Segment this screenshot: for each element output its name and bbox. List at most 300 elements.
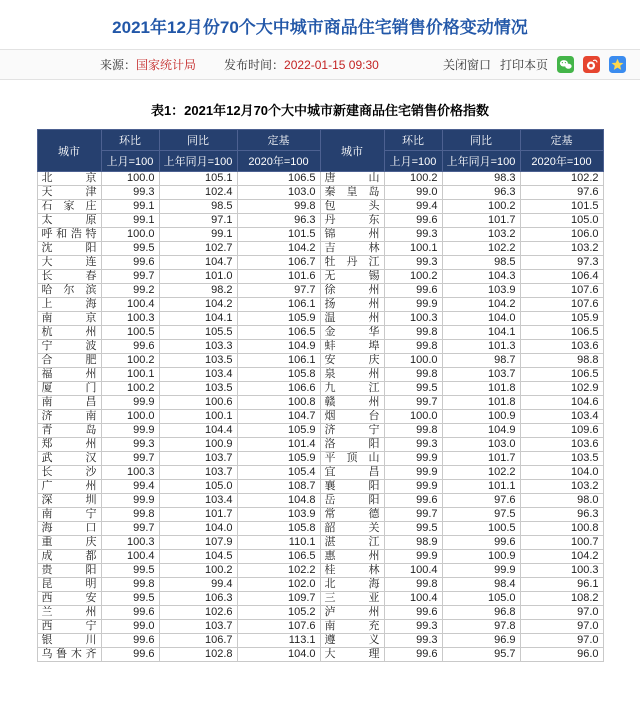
value-cell: 106.1 xyxy=(237,298,320,312)
value-cell: 100.0 xyxy=(101,410,159,424)
value-cell: 100.3 xyxy=(384,312,442,326)
value-cell: 99.1 xyxy=(101,200,159,214)
value-cell: 103.2 xyxy=(520,242,603,256)
value-cell: 103.2 xyxy=(520,480,603,494)
value-cell: 100.9 xyxy=(442,410,520,424)
value-cell: 106.0 xyxy=(520,228,603,242)
value-cell: 96.3 xyxy=(442,186,520,200)
city-cell: 成都 xyxy=(37,550,101,564)
value-cell: 96.0 xyxy=(520,648,603,662)
value-cell: 101.4 xyxy=(237,438,320,452)
value-cell: 100.2 xyxy=(384,270,442,284)
city-cell: 北京 xyxy=(37,172,101,186)
value-cell: 104.2 xyxy=(159,298,237,312)
table-row xyxy=(37,606,603,620)
city-cell: 长春 xyxy=(37,270,101,284)
value-cell: 99.3 xyxy=(101,186,159,200)
value-cell: 97.0 xyxy=(520,606,603,620)
value-cell: 103.7 xyxy=(159,620,237,634)
city-cell: 兰州 xyxy=(37,606,101,620)
value-cell: 97.6 xyxy=(520,186,603,200)
value-cell: 99.3 xyxy=(384,438,442,452)
print-page-link[interactable]: 打印本页 xyxy=(499,58,548,72)
table-row xyxy=(37,298,603,312)
value-cell: 99.3 xyxy=(384,256,442,270)
value-cell: 97.3 xyxy=(520,256,603,270)
value-cell: 104.7 xyxy=(237,410,320,424)
value-cell: 100.6 xyxy=(159,396,237,410)
value-cell: 104.6 xyxy=(520,396,603,410)
value-cell: 106.7 xyxy=(159,634,237,648)
value-cell: 103.6 xyxy=(520,438,603,452)
value-cell: 106.5 xyxy=(237,550,320,564)
subheader-fixed-right: 2020年=100 xyxy=(520,151,603,172)
value-cell: 105.8 xyxy=(237,368,320,382)
city-cell: 沈阳 xyxy=(37,242,101,256)
city-cell: 海口 xyxy=(37,522,101,536)
table-row xyxy=(37,648,603,662)
city-cell: 大理 xyxy=(320,648,384,662)
city-cell: 西宁 xyxy=(37,620,101,634)
value-cell: 106.7 xyxy=(237,256,320,270)
city-cell: 青岛 xyxy=(37,424,101,438)
value-cell: 106.3 xyxy=(159,592,237,606)
value-cell: 98.9 xyxy=(384,536,442,550)
value-cell: 105.0 xyxy=(520,214,603,228)
value-cell: 105.4 xyxy=(237,466,320,480)
value-cell: 104.2 xyxy=(520,550,603,564)
value-cell: 99.5 xyxy=(101,592,159,606)
table-body xyxy=(37,172,603,662)
table-row xyxy=(37,256,603,270)
value-cell: 103.4 xyxy=(520,410,603,424)
value-cell: 102.6 xyxy=(159,606,237,620)
city-cell: 太原 xyxy=(37,214,101,228)
table-row xyxy=(37,578,603,592)
city-cell: 安庆 xyxy=(320,354,384,368)
city-cell: 武汉 xyxy=(37,452,101,466)
value-cell: 100.4 xyxy=(101,550,159,564)
table-row xyxy=(37,452,603,466)
city-cell: 深圳 xyxy=(37,494,101,508)
value-cell: 106.5 xyxy=(237,172,320,186)
value-cell: 99.3 xyxy=(101,438,159,452)
value-cell: 99.6 xyxy=(101,606,159,620)
col-header-fixed-right: 定基 xyxy=(520,130,603,151)
value-cell: 103.0 xyxy=(442,438,520,452)
value-cell: 99.9 xyxy=(384,452,442,466)
value-cell: 100.1 xyxy=(384,242,442,256)
value-cell: 99.8 xyxy=(384,340,442,354)
value-cell: 96.3 xyxy=(520,508,603,522)
value-cell: 106.5 xyxy=(520,368,603,382)
city-cell: 南宁 xyxy=(37,508,101,522)
value-cell: 105.9 xyxy=(237,312,320,326)
table-row xyxy=(37,592,603,606)
value-cell: 105.9 xyxy=(237,424,320,438)
city-cell: 徐州 xyxy=(320,284,384,298)
city-cell: 包头 xyxy=(320,200,384,214)
value-cell: 96.1 xyxy=(520,578,603,592)
value-cell: 106.5 xyxy=(237,326,320,340)
col-header-mom-left: 环比 xyxy=(101,130,159,151)
value-cell: 100.9 xyxy=(159,438,237,452)
value-cell: 104.2 xyxy=(237,242,320,256)
value-cell: 99.9 xyxy=(384,298,442,312)
value-cell: 103.3 xyxy=(159,340,237,354)
value-cell: 97.5 xyxy=(442,508,520,522)
table-row xyxy=(37,620,603,634)
value-cell: 100.8 xyxy=(520,522,603,536)
value-cell: 99.0 xyxy=(384,186,442,200)
value-cell: 104.5 xyxy=(159,550,237,564)
value-cell: 99.6 xyxy=(384,214,442,228)
value-cell: 99.5 xyxy=(384,382,442,396)
price-index-table xyxy=(37,129,604,662)
value-cell: 99.2 xyxy=(101,284,159,298)
value-cell: 99.9 xyxy=(442,564,520,578)
value-cell: 98.5 xyxy=(159,200,237,214)
table-row xyxy=(37,550,603,564)
value-cell: 99.6 xyxy=(384,284,442,298)
value-cell: 102.8 xyxy=(159,648,237,662)
table-row xyxy=(37,368,603,382)
value-cell: 101.0 xyxy=(159,270,237,284)
value-cell: 100.4 xyxy=(101,298,159,312)
value-cell: 106.6 xyxy=(237,382,320,396)
value-cell: 104.7 xyxy=(159,256,237,270)
value-cell: 98.7 xyxy=(442,354,520,368)
value-cell: 100.2 xyxy=(159,564,237,578)
subheader-fixed-left: 2020年=100 xyxy=(237,151,320,172)
city-cell: 贵阳 xyxy=(37,564,101,578)
value-cell: 104.2 xyxy=(442,298,520,312)
city-cell: 丹东 xyxy=(320,214,384,228)
city-cell: 南充 xyxy=(320,620,384,634)
col-header-city-left: 城市 xyxy=(37,130,101,172)
city-cell: 南京 xyxy=(37,312,101,326)
table-row xyxy=(37,424,603,438)
table-row xyxy=(37,312,603,326)
city-cell: 乌鲁木齐 xyxy=(37,648,101,662)
value-cell: 97.0 xyxy=(520,620,603,634)
city-cell: 锦州 xyxy=(320,228,384,242)
table-row xyxy=(37,340,603,354)
value-cell: 101.3 xyxy=(442,340,520,354)
value-cell: 104.1 xyxy=(442,326,520,340)
value-cell: 98.3 xyxy=(442,172,520,186)
table-row xyxy=(37,270,603,284)
value-cell: 99.9 xyxy=(101,396,159,410)
value-cell: 100.2 xyxy=(101,382,159,396)
value-cell: 103.4 xyxy=(159,368,237,382)
value-cell: 100.3 xyxy=(101,536,159,550)
value-cell: 100.2 xyxy=(384,172,442,186)
value-cell: 102.0 xyxy=(237,578,320,592)
value-cell: 102.2 xyxy=(237,564,320,578)
city-cell: 重庆 xyxy=(37,536,101,550)
city-cell: 牡丹江 xyxy=(320,256,384,270)
city-cell: 福州 xyxy=(37,368,101,382)
city-cell: 石家庄 xyxy=(37,200,101,214)
source-field xyxy=(100,56,196,73)
value-cell: 104.4 xyxy=(159,424,237,438)
value-cell: 99.8 xyxy=(101,578,159,592)
value-cell: 104.0 xyxy=(237,648,320,662)
value-cell: 100.2 xyxy=(442,200,520,214)
publish-field xyxy=(224,56,379,73)
publish-value: 2022-01-15 09:30 xyxy=(284,58,379,72)
city-cell: 上海 xyxy=(37,298,101,312)
value-cell: 105.0 xyxy=(442,592,520,606)
value-cell: 99.8 xyxy=(384,424,442,438)
value-cell: 99.5 xyxy=(384,522,442,536)
city-cell: 广州 xyxy=(37,480,101,494)
value-cell: 100.5 xyxy=(101,326,159,340)
city-cell: 大连 xyxy=(37,256,101,270)
meta-info xyxy=(100,56,379,73)
value-cell: 101.6 xyxy=(237,270,320,284)
value-cell: 99.0 xyxy=(101,620,159,634)
value-cell: 99.6 xyxy=(442,536,520,550)
city-cell: 吉林 xyxy=(320,242,384,256)
city-cell: 襄阳 xyxy=(320,480,384,494)
value-cell: 104.0 xyxy=(159,522,237,536)
col-header-city-right: 城市 xyxy=(320,130,384,172)
value-cell: 99.4 xyxy=(101,480,159,494)
value-cell: 99.9 xyxy=(384,550,442,564)
value-cell: 103.5 xyxy=(159,382,237,396)
subheader-mom-right: 上月=100 xyxy=(384,151,442,172)
wechat-share-icon[interactable] xyxy=(557,56,574,73)
value-cell: 96.9 xyxy=(442,634,520,648)
value-cell: 104.0 xyxy=(442,312,520,326)
value-cell: 101.8 xyxy=(442,382,520,396)
value-cell: 101.8 xyxy=(442,396,520,410)
weibo-share-icon[interactable] xyxy=(583,56,600,73)
value-cell: 99.9 xyxy=(384,466,442,480)
value-cell: 99.3 xyxy=(384,228,442,242)
value-cell: 103.9 xyxy=(442,284,520,298)
value-cell: 100.5 xyxy=(442,522,520,536)
table-row xyxy=(37,466,603,480)
value-cell: 99.8 xyxy=(384,578,442,592)
city-cell: 宜昌 xyxy=(320,466,384,480)
table-row xyxy=(37,172,603,186)
table-row xyxy=(37,634,603,648)
value-cell: 98.2 xyxy=(159,284,237,298)
value-cell: 95.7 xyxy=(442,648,520,662)
value-cell: 98.8 xyxy=(520,354,603,368)
table-row xyxy=(37,382,603,396)
value-cell: 101.1 xyxy=(442,480,520,494)
table-row xyxy=(37,284,603,298)
value-cell: 98.4 xyxy=(442,578,520,592)
value-cell: 113.1 xyxy=(237,634,320,648)
value-cell: 100.1 xyxy=(159,410,237,424)
value-cell: 100.4 xyxy=(384,564,442,578)
value-cell: 102.4 xyxy=(159,186,237,200)
table-title: 表1：2021年12月70个大中城市新建商品住宅销售价格指数 xyxy=(150,103,490,118)
table-row xyxy=(37,214,603,228)
value-cell: 99.3 xyxy=(384,620,442,634)
value-cell: 107.6 xyxy=(237,620,320,634)
value-cell: 99.9 xyxy=(101,424,159,438)
value-cell: 104.1 xyxy=(159,312,237,326)
value-cell: 99.9 xyxy=(384,480,442,494)
value-cell: 100.0 xyxy=(384,410,442,424)
value-cell: 99.4 xyxy=(159,578,237,592)
value-cell: 110.1 xyxy=(237,536,320,550)
meta-bar xyxy=(0,49,640,80)
city-cell: 遵义 xyxy=(320,634,384,648)
table-row xyxy=(37,242,603,256)
close-window-link[interactable]: 关闭窗口 xyxy=(442,58,491,72)
value-cell: 107.9 xyxy=(159,536,237,550)
table-row xyxy=(37,564,603,578)
table-row xyxy=(37,354,603,368)
value-cell: 101.7 xyxy=(442,452,520,466)
value-cell: 101.5 xyxy=(237,228,320,242)
value-cell: 105.9 xyxy=(520,312,603,326)
table-row xyxy=(37,396,603,410)
city-cell: 厦门 xyxy=(37,382,101,396)
col-header-yoy-right: 同比 xyxy=(442,130,520,151)
city-cell: 岳阳 xyxy=(320,494,384,508)
value-cell: 107.6 xyxy=(520,298,603,312)
city-cell: 合肥 xyxy=(37,354,101,368)
value-cell: 98.0 xyxy=(520,494,603,508)
city-cell: 天津 xyxy=(37,186,101,200)
value-cell: 104.9 xyxy=(442,424,520,438)
city-cell: 惠州 xyxy=(320,550,384,564)
favorite-star-icon[interactable] xyxy=(609,56,626,73)
value-cell: 99.6 xyxy=(101,634,159,648)
value-cell: 102.9 xyxy=(520,382,603,396)
value-cell: 106.1 xyxy=(237,354,320,368)
source-label: 来源： xyxy=(100,58,137,72)
value-cell: 106.4 xyxy=(520,270,603,284)
value-cell: 97.8 xyxy=(442,620,520,634)
value-cell: 99.7 xyxy=(384,396,442,410)
value-cell: 108.7 xyxy=(237,480,320,494)
value-cell: 99.3 xyxy=(384,634,442,648)
subheader-yoy-left: 上年同月=100 xyxy=(159,151,237,172)
city-cell: 银川 xyxy=(37,634,101,648)
value-cell: 102.7 xyxy=(159,242,237,256)
value-cell: 105.2 xyxy=(237,606,320,620)
value-cell: 101.5 xyxy=(520,200,603,214)
value-cell: 99.6 xyxy=(101,256,159,270)
value-cell: 97.1 xyxy=(159,214,237,228)
value-cell: 98.5 xyxy=(442,256,520,270)
city-cell: 桂林 xyxy=(320,564,384,578)
value-cell: 99.1 xyxy=(101,214,159,228)
city-cell: 温州 xyxy=(320,312,384,326)
city-cell: 北海 xyxy=(320,578,384,592)
value-cell: 103.6 xyxy=(520,340,603,354)
city-cell: 哈尔滨 xyxy=(37,284,101,298)
col-header-mom-right: 环比 xyxy=(384,130,442,151)
value-cell: 100.3 xyxy=(520,564,603,578)
city-cell: 三亚 xyxy=(320,592,384,606)
value-cell: 99.6 xyxy=(384,606,442,620)
table-row xyxy=(37,508,603,522)
city-cell: 烟台 xyxy=(320,410,384,424)
table-header xyxy=(37,130,603,172)
table-row xyxy=(37,186,603,200)
value-cell: 104.0 xyxy=(520,466,603,480)
value-cell: 105.8 xyxy=(237,522,320,536)
city-cell: 常德 xyxy=(320,508,384,522)
city-cell: 呼和浩特 xyxy=(37,228,101,242)
value-cell: 99.5 xyxy=(101,564,159,578)
value-cell: 102.2 xyxy=(442,466,520,480)
value-cell: 99.8 xyxy=(101,508,159,522)
value-cell: 103.7 xyxy=(442,368,520,382)
city-cell: 泉州 xyxy=(320,368,384,382)
city-cell: 九江 xyxy=(320,382,384,396)
value-cell: 103.4 xyxy=(159,494,237,508)
value-cell: 103.2 xyxy=(442,228,520,242)
value-cell: 103.0 xyxy=(237,186,320,200)
table-row xyxy=(37,522,603,536)
table-row xyxy=(37,536,603,550)
city-cell: 唐山 xyxy=(320,172,384,186)
value-cell: 99.9 xyxy=(101,494,159,508)
value-cell: 99.5 xyxy=(101,242,159,256)
value-cell: 101.7 xyxy=(159,508,237,522)
city-cell: 蚌埠 xyxy=(320,340,384,354)
value-cell: 100.3 xyxy=(101,466,159,480)
city-cell: 宁波 xyxy=(37,340,101,354)
value-cell: 102.2 xyxy=(520,172,603,186)
value-cell: 103.7 xyxy=(159,452,237,466)
value-cell: 104.8 xyxy=(237,494,320,508)
value-cell: 100.7 xyxy=(520,536,603,550)
value-cell: 99.8 xyxy=(384,326,442,340)
city-cell: 平顶山 xyxy=(320,452,384,466)
value-cell: 100.0 xyxy=(384,354,442,368)
value-cell: 102.2 xyxy=(442,242,520,256)
value-cell: 97.6 xyxy=(442,494,520,508)
value-cell: 99.6 xyxy=(101,648,159,662)
value-cell: 100.2 xyxy=(101,354,159,368)
table-row xyxy=(37,494,603,508)
table-row xyxy=(37,326,603,340)
window-actions xyxy=(443,56,626,73)
value-cell: 100.1 xyxy=(101,368,159,382)
header-row-main xyxy=(37,130,603,151)
value-cell: 99.1 xyxy=(159,228,237,242)
value-cell: 100.4 xyxy=(384,592,442,606)
value-cell: 103.5 xyxy=(159,354,237,368)
city-cell: 无锡 xyxy=(320,270,384,284)
table-row xyxy=(37,228,603,242)
value-cell: 99.7 xyxy=(101,522,159,536)
value-cell: 96.8 xyxy=(442,606,520,620)
city-cell: 赣州 xyxy=(320,396,384,410)
city-cell: 泸州 xyxy=(320,606,384,620)
value-cell: 99.6 xyxy=(384,648,442,662)
value-cell: 97.0 xyxy=(520,634,603,648)
city-cell: 湛江 xyxy=(320,536,384,550)
value-cell: 105.1 xyxy=(159,172,237,186)
city-cell: 昆明 xyxy=(37,578,101,592)
value-cell: 99.8 xyxy=(237,200,320,214)
city-cell: 济南 xyxy=(37,410,101,424)
city-cell: 郑州 xyxy=(37,438,101,452)
